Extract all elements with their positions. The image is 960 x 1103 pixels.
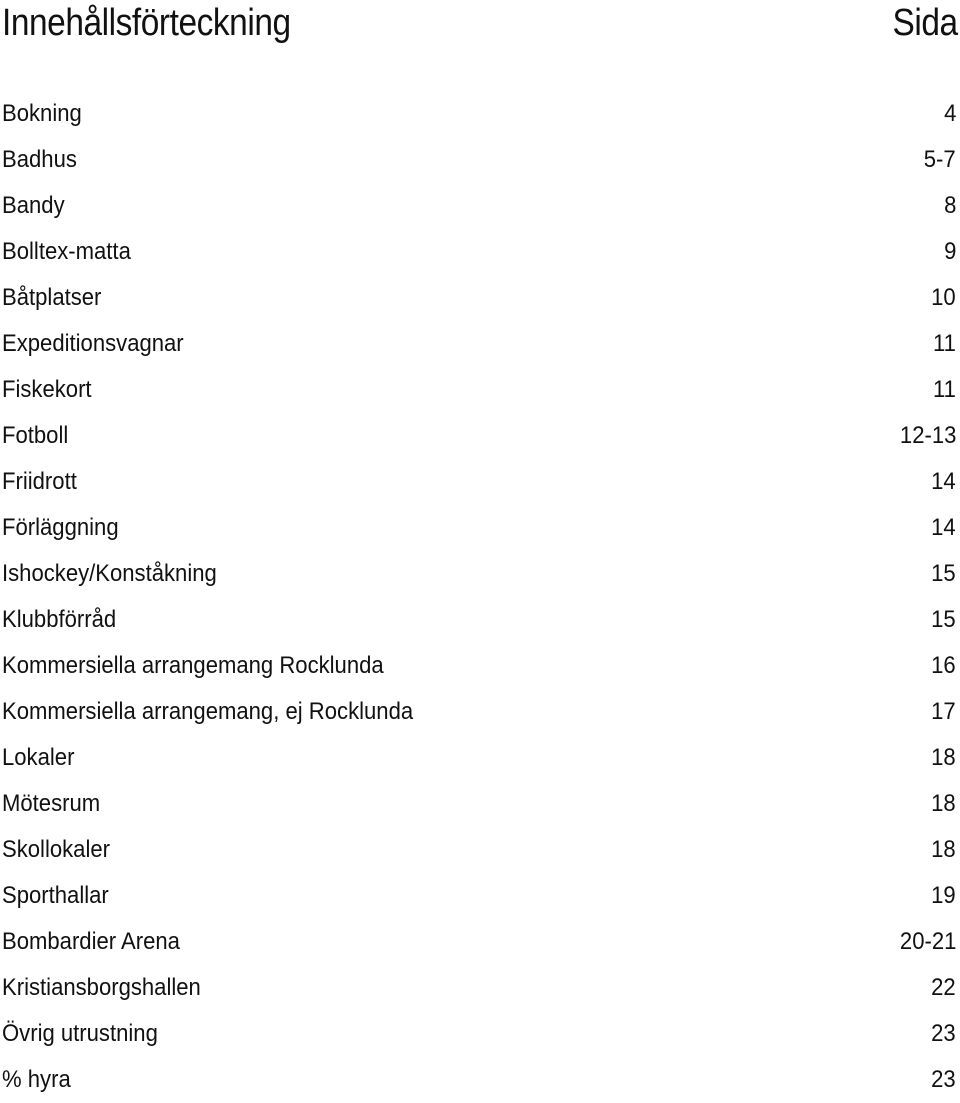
toc-header [2, 0, 958, 48]
toc-entry-page: 9 [943, 238, 956, 265]
toc-entry-page: 14 [931, 468, 956, 495]
toc-entry-label: Övrig utrustning [2, 1020, 158, 1047]
toc-entry-label: Bolltex-matta [2, 238, 131, 265]
toc-entry-label: Lokaler [2, 744, 75, 771]
toc-entry-page: 10 [931, 284, 956, 311]
toc-entry-label: Klubbförråd [2, 606, 117, 633]
toc-entry [2, 1011, 956, 1057]
toc-entry [2, 413, 956, 459]
toc-entry-page: 5-7 [924, 146, 956, 173]
toc-entry-page: 15 [931, 560, 956, 587]
toc-entry [2, 321, 956, 367]
toc-entry [2, 643, 956, 689]
toc-entry-page: 22 [931, 974, 956, 1001]
toc-entry-page: 8 [943, 192, 956, 219]
toc-entry-label: Ishockey/Konståkning [2, 560, 217, 587]
toc-entry-page: 18 [931, 836, 956, 863]
toc-entry [2, 551, 956, 597]
toc-entry-label: % hyra [2, 1066, 71, 1093]
page-column-label: Sida [892, 2, 958, 44]
toc-entry-page: 23 [931, 1020, 956, 1047]
toc-entry [2, 965, 956, 1011]
toc-entry-page: 17 [931, 698, 956, 725]
toc-entry-page: 4 [943, 100, 956, 127]
toc-entry-label: Kristiansborgshallen [2, 974, 201, 1001]
toc-entry [2, 735, 956, 781]
toc-entry [2, 689, 956, 735]
toc-entry-label: Sporthallar [2, 882, 109, 909]
toc-entry-label: Mötesrum [2, 790, 101, 817]
toc-entry [2, 873, 956, 919]
toc-entry-label: Friidrott [2, 468, 77, 495]
toc-entry-page: 20-21 [899, 928, 956, 955]
toc-entry-label: Bandy [2, 192, 65, 219]
toc-entry-label: Bombardier Arena [2, 928, 180, 955]
toc-entry [2, 229, 956, 275]
toc-entry [2, 827, 956, 873]
toc-entry-label: Bokning [2, 100, 82, 127]
toc-entry-page: 18 [931, 790, 956, 817]
toc-entry-label: Expeditionsvagnar [2, 330, 184, 357]
toc-entry [2, 597, 956, 643]
toc-entry-page: 16 [931, 652, 956, 679]
toc-entry [2, 781, 956, 827]
toc-entry [2, 459, 956, 505]
toc-entry-label: Badhus [2, 146, 77, 173]
toc-entry-page: 19 [931, 882, 956, 909]
toc-entry-label: Båtplatser [2, 284, 102, 311]
toc-entry-label: Kommersiella arrangemang Rocklunda [2, 652, 384, 679]
toc-entry-page: 12-13 [899, 422, 956, 449]
toc-entry-label: Kommersiella arrangemang, ej Rocklunda [2, 698, 414, 725]
toc-entry-page: 15 [931, 606, 956, 633]
toc-entry-page: 11 [933, 376, 956, 403]
toc-entry-label: Förläggning [2, 514, 119, 541]
toc-entry-page: 11 [933, 330, 956, 357]
toc-entry [2, 919, 956, 965]
toc-entry [2, 91, 956, 137]
toc-entry-page: 23 [931, 1066, 956, 1093]
toc-entry-page: 14 [931, 514, 956, 541]
toc-entry [2, 367, 956, 413]
page-title: Innehållsförteckning [2, 2, 291, 44]
toc-entry [2, 275, 956, 321]
toc-entry-label: Fotboll [2, 422, 69, 449]
toc-entry-page: 18 [931, 744, 956, 771]
toc-entry [2, 1057, 956, 1103]
toc-list [2, 91, 956, 1103]
toc-entry-label: Fiskekort [2, 376, 92, 403]
toc-entry [2, 137, 956, 183]
toc-entry [2, 183, 956, 229]
toc-entry-label: Skollokaler [2, 836, 110, 863]
toc-entry [2, 505, 956, 551]
